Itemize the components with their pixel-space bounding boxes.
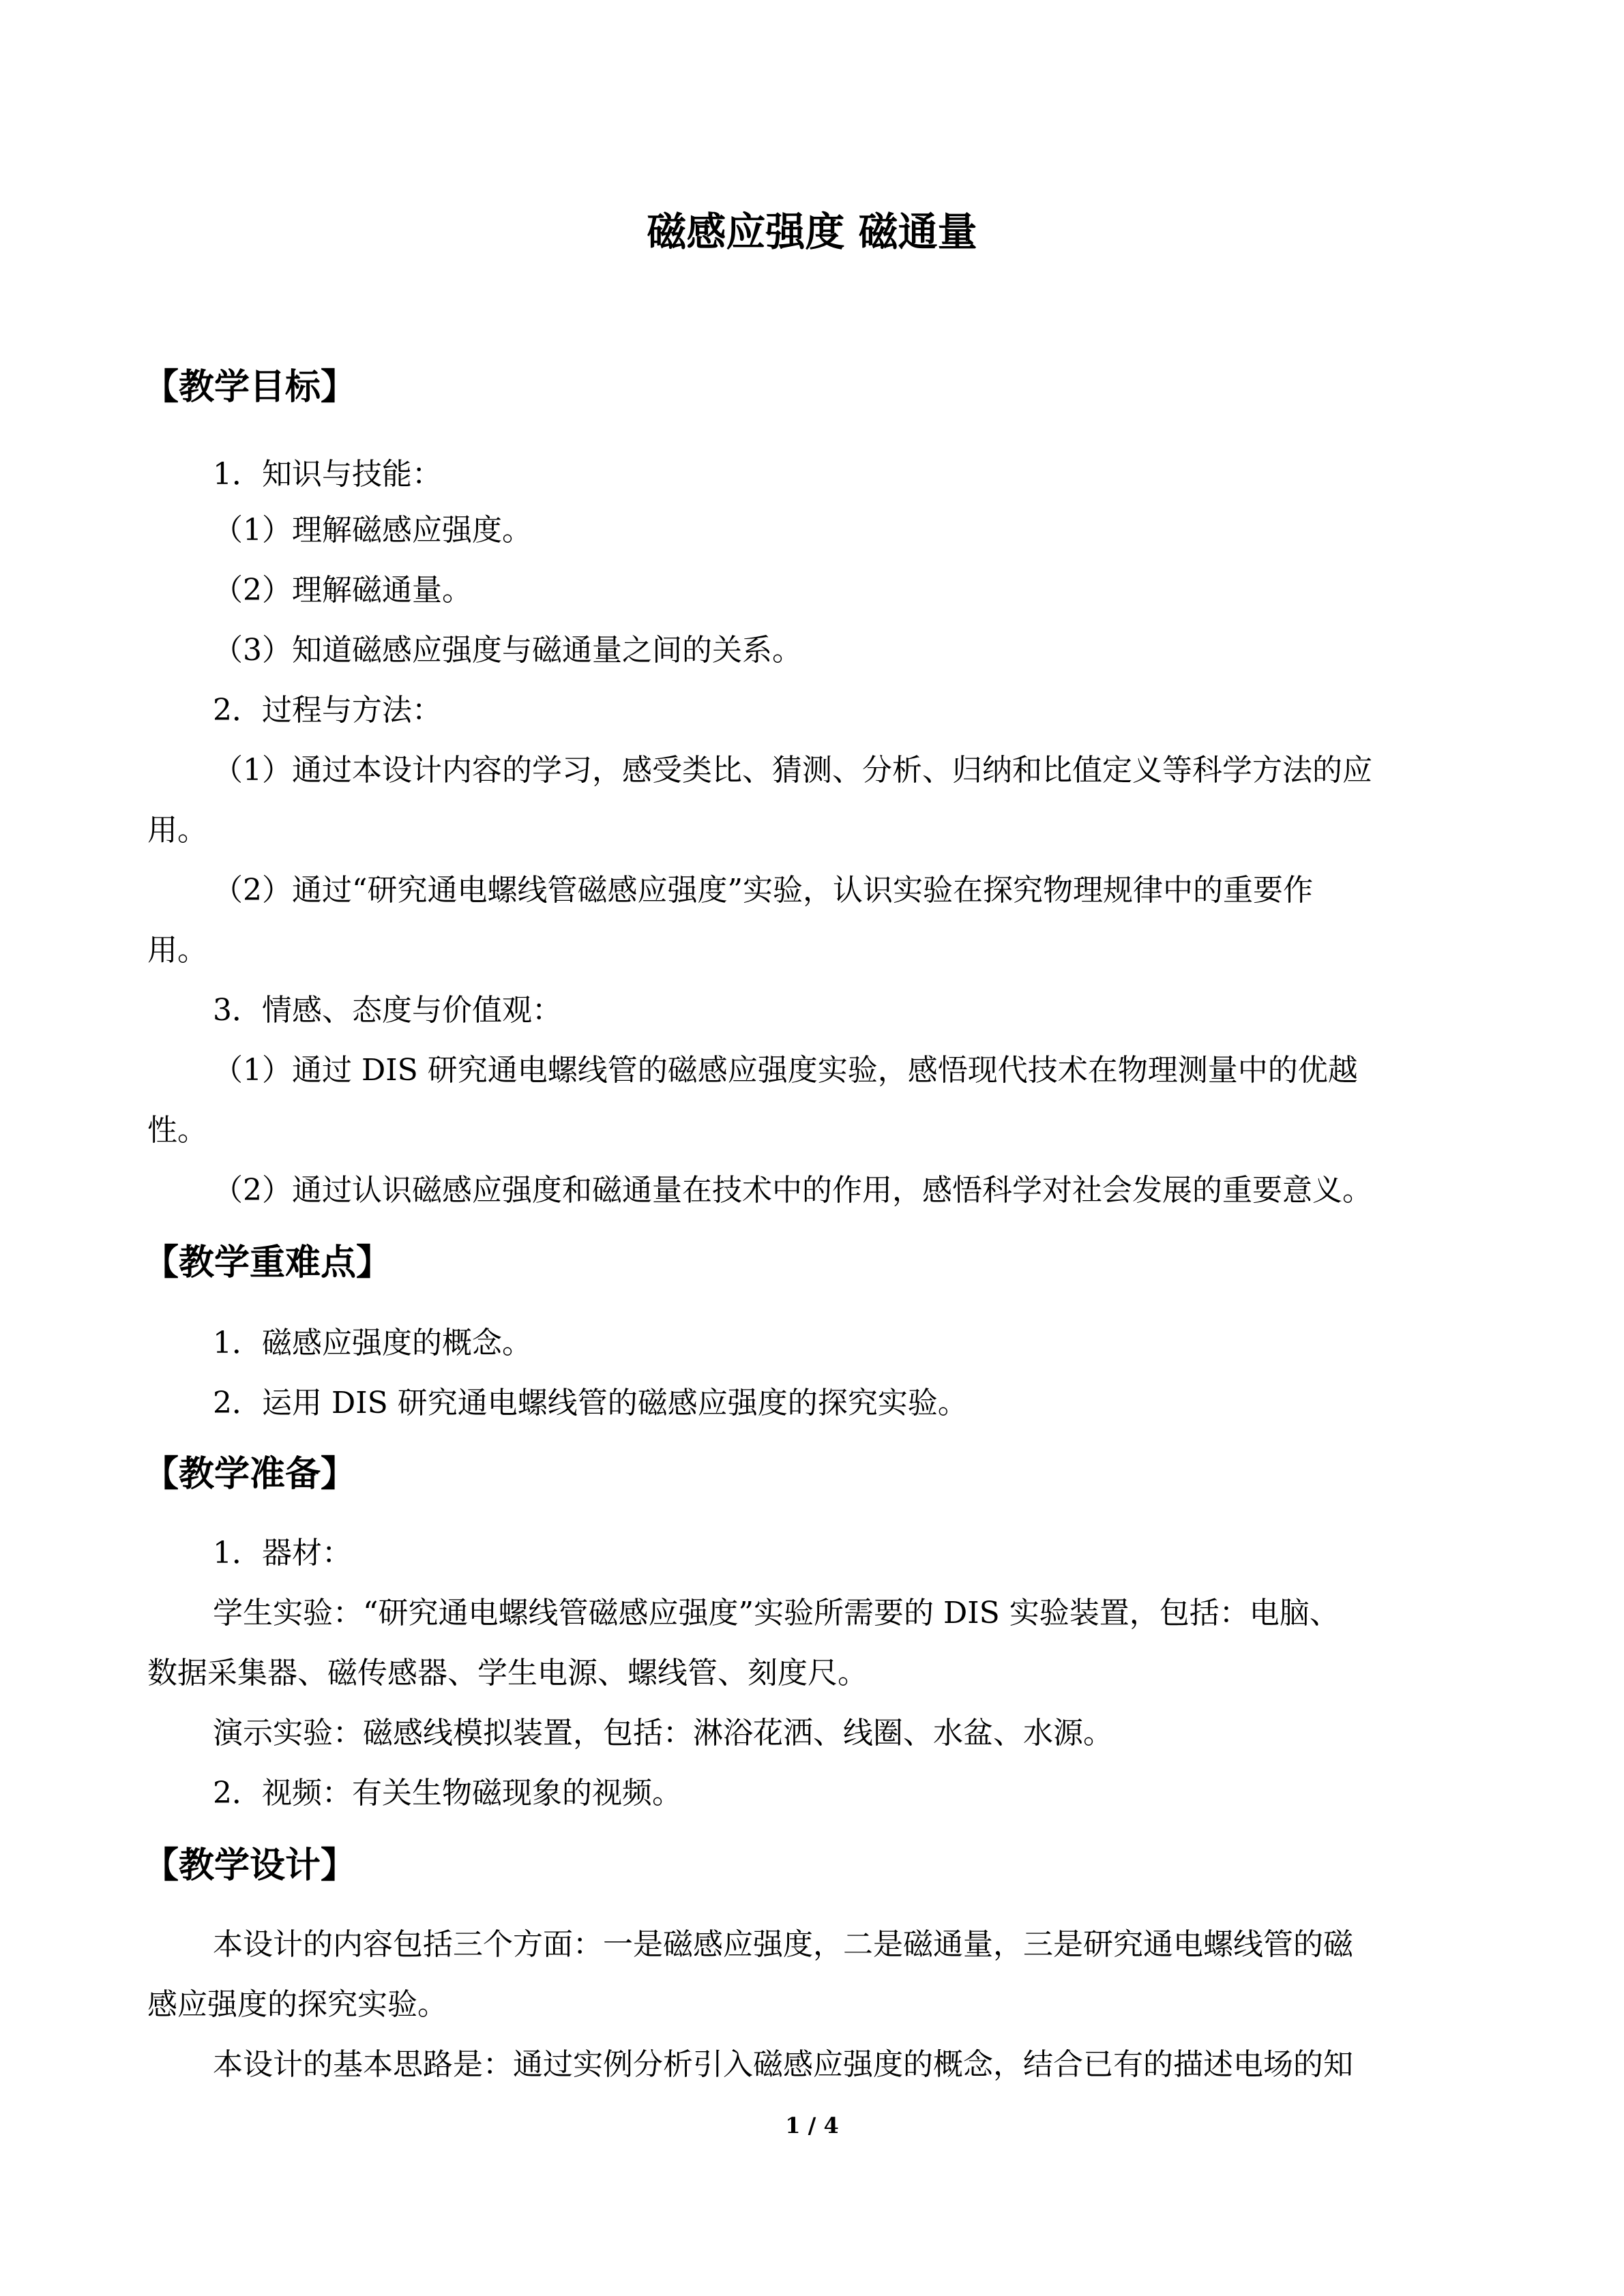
page-number: 1 / 4 xyxy=(785,2113,839,2138)
paragraph-line: 2．过程与方法： xyxy=(213,693,442,728)
paragraph-line: 本设计的基本思路是：通过实例分析引入磁感应强度的概念，结合已有的描述电场的知 xyxy=(213,2047,1353,2082)
paragraph-line: （1）理解磁感应强度。 xyxy=(213,513,532,548)
paragraph-line: （3）知道磁感应强度与磁通量之间的关系。 xyxy=(213,633,802,668)
section-heading-key-points: 【教学重难点】 xyxy=(143,1242,392,1283)
section-heading-design: 【教学设计】 xyxy=(143,1845,357,1886)
paragraph-line: 3．情感、态度与价值观： xyxy=(213,993,562,1028)
paragraph-line: 学生实验：“研究通电螺线管磁感应强度”实验所需要的 DIS 实验装置，包括：电脑、 xyxy=(213,1596,1340,1630)
document-title: 磁感应强度 磁通量 xyxy=(647,209,977,255)
paragraph-line: （1）通过本设计内容的学习，感受类比、猜测、分析、归纳和比值定义等科学方法的应 xyxy=(213,753,1372,788)
paragraph-line: 本设计的内容包括三个方面：一是磁感应强度，二是磁通量，三是研究通电螺线管的磁 xyxy=(213,1927,1353,1962)
paragraph-line: （2）通过“研究通电螺线管磁感应强度”实验，认识实验在探究物理规律中的重要作 xyxy=(213,873,1313,908)
paragraph-line: 2．视频：有关生物磁现象的视频。 xyxy=(213,1776,682,1810)
paragraph-line: 2．运用 DIS 研究通电螺线管的磁感应强度的探究实验。 xyxy=(213,1386,968,1420)
paragraph-line: 性。 xyxy=(147,1113,207,1148)
paragraph-line: 感应强度的探究实验。 xyxy=(147,1987,447,2022)
paragraph-line: 1．器材： xyxy=(213,1536,352,1570)
paragraph-line: 演示实验：磁感线模拟装置，包括：淋浴花洒、线圈、水盆、水源。 xyxy=(213,1716,1113,1750)
paragraph-line: （1）通过 DIS 研究通电螺线管的磁感应强度实验，感悟现代技术在物理测量中的优越 xyxy=(213,1053,1358,1088)
paragraph-line: 用。 xyxy=(147,813,207,848)
paragraph-line: （2）理解磁通量。 xyxy=(213,573,472,608)
paragraph-line: 数据采集器、磁传感器、学生电源、螺线管、刻度尺。 xyxy=(147,1656,868,1690)
paragraph-line: 1．知识与技能： xyxy=(213,457,442,492)
paragraph-line: （2）通过认识磁感应强度和磁通量在技术中的作用，感悟科学对社会发展的重要意义。 xyxy=(213,1173,1372,1208)
paragraph-line: 1．磁感应强度的概念。 xyxy=(213,1326,532,1360)
section-heading-objectives: 【教学目标】 xyxy=(143,366,357,408)
section-heading-preparation: 【教学准备】 xyxy=(143,1453,357,1495)
paragraph-line: 用。 xyxy=(147,933,207,968)
